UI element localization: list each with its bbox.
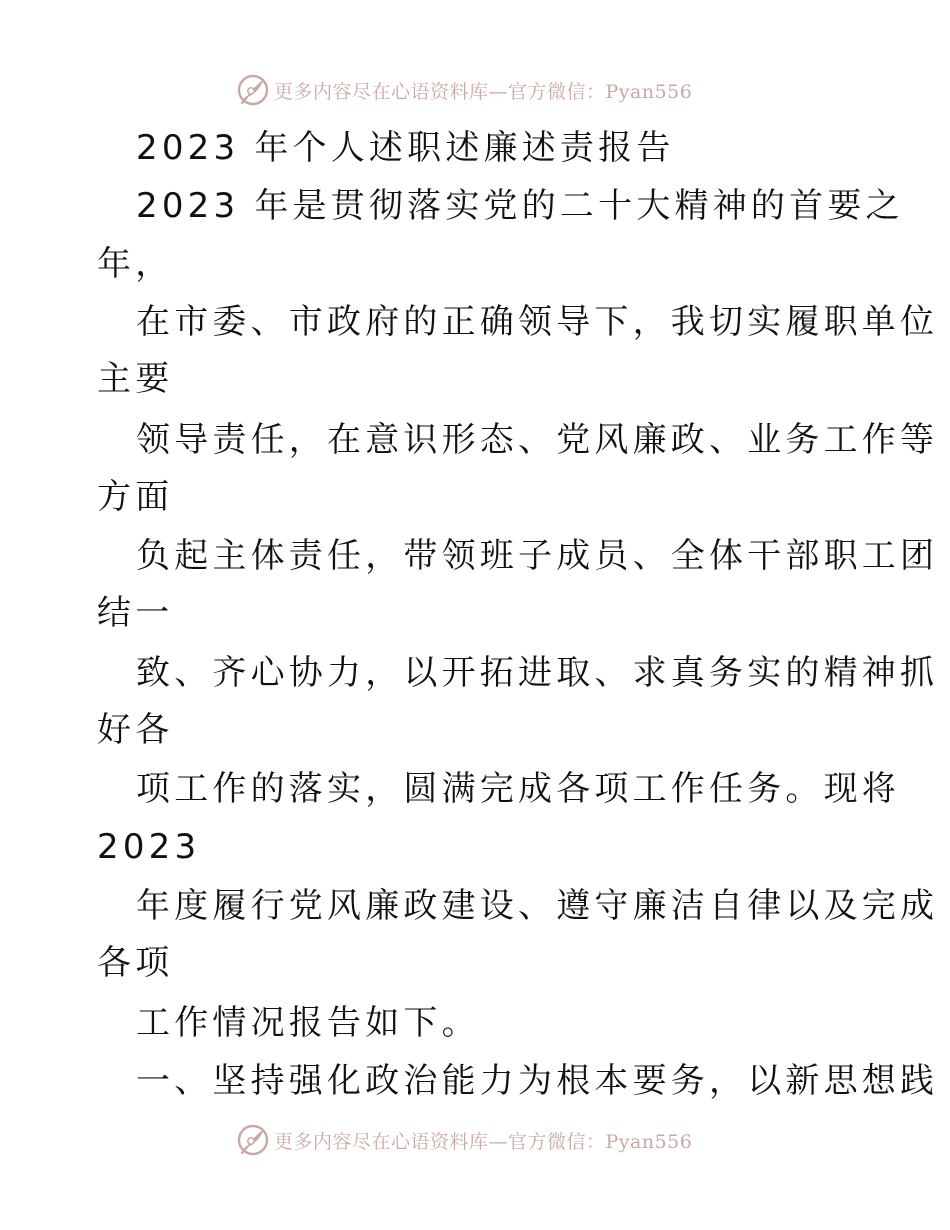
body-line: 主要 xyxy=(97,359,174,399)
body-line: 负起主体责任，带领班子成员、全体干部职工团 xyxy=(136,536,939,576)
footer-watermark-banner xyxy=(236,1122,716,1158)
body-line: 方面 xyxy=(97,477,174,517)
body-line: 好各 xyxy=(97,710,174,750)
body-line: 项工作的落实，圆满完成各项工作任务。现将 xyxy=(136,769,900,809)
header-watermark-banner xyxy=(236,72,716,108)
body-line: 一、坚持强化政治能力为根本要务，以新思想践 xyxy=(136,1061,939,1101)
quill-pen-circle-logo xyxy=(236,73,270,107)
body-line: 领导责任，在意识形态、党风廉政、业务工作等 xyxy=(136,420,939,460)
body-line: 在市委、市政府的正确领导下，我切实履职单位 xyxy=(136,302,939,342)
watermark-text: 更多内容尽在心语资料库—官方微信：Pyan556 xyxy=(274,80,693,103)
document-title: 2023 年个人述职述廉述责报告 xyxy=(136,128,675,168)
body-line: 各项 xyxy=(97,943,174,983)
body-line: 2023 xyxy=(97,827,201,867)
watermark-text: 更多内容尽在心语资料库—官方微信：Pyan556 xyxy=(274,1130,693,1153)
body-line: 2023 年是贯彻落实党的二十大精神的首要之 xyxy=(136,186,904,226)
body-line: 结一 xyxy=(97,593,174,633)
body-line: 工作情况报告如下。 xyxy=(136,1003,480,1043)
quill-pen-circle-logo xyxy=(236,1123,270,1157)
body-line: 致、齐心协力，以开拓进取、求真务实的精神抓 xyxy=(136,653,939,693)
body-line: 年度履行党风廉政建设、遵守廉洁自律以及完成 xyxy=(136,886,939,926)
body-line: 年， xyxy=(97,244,174,284)
